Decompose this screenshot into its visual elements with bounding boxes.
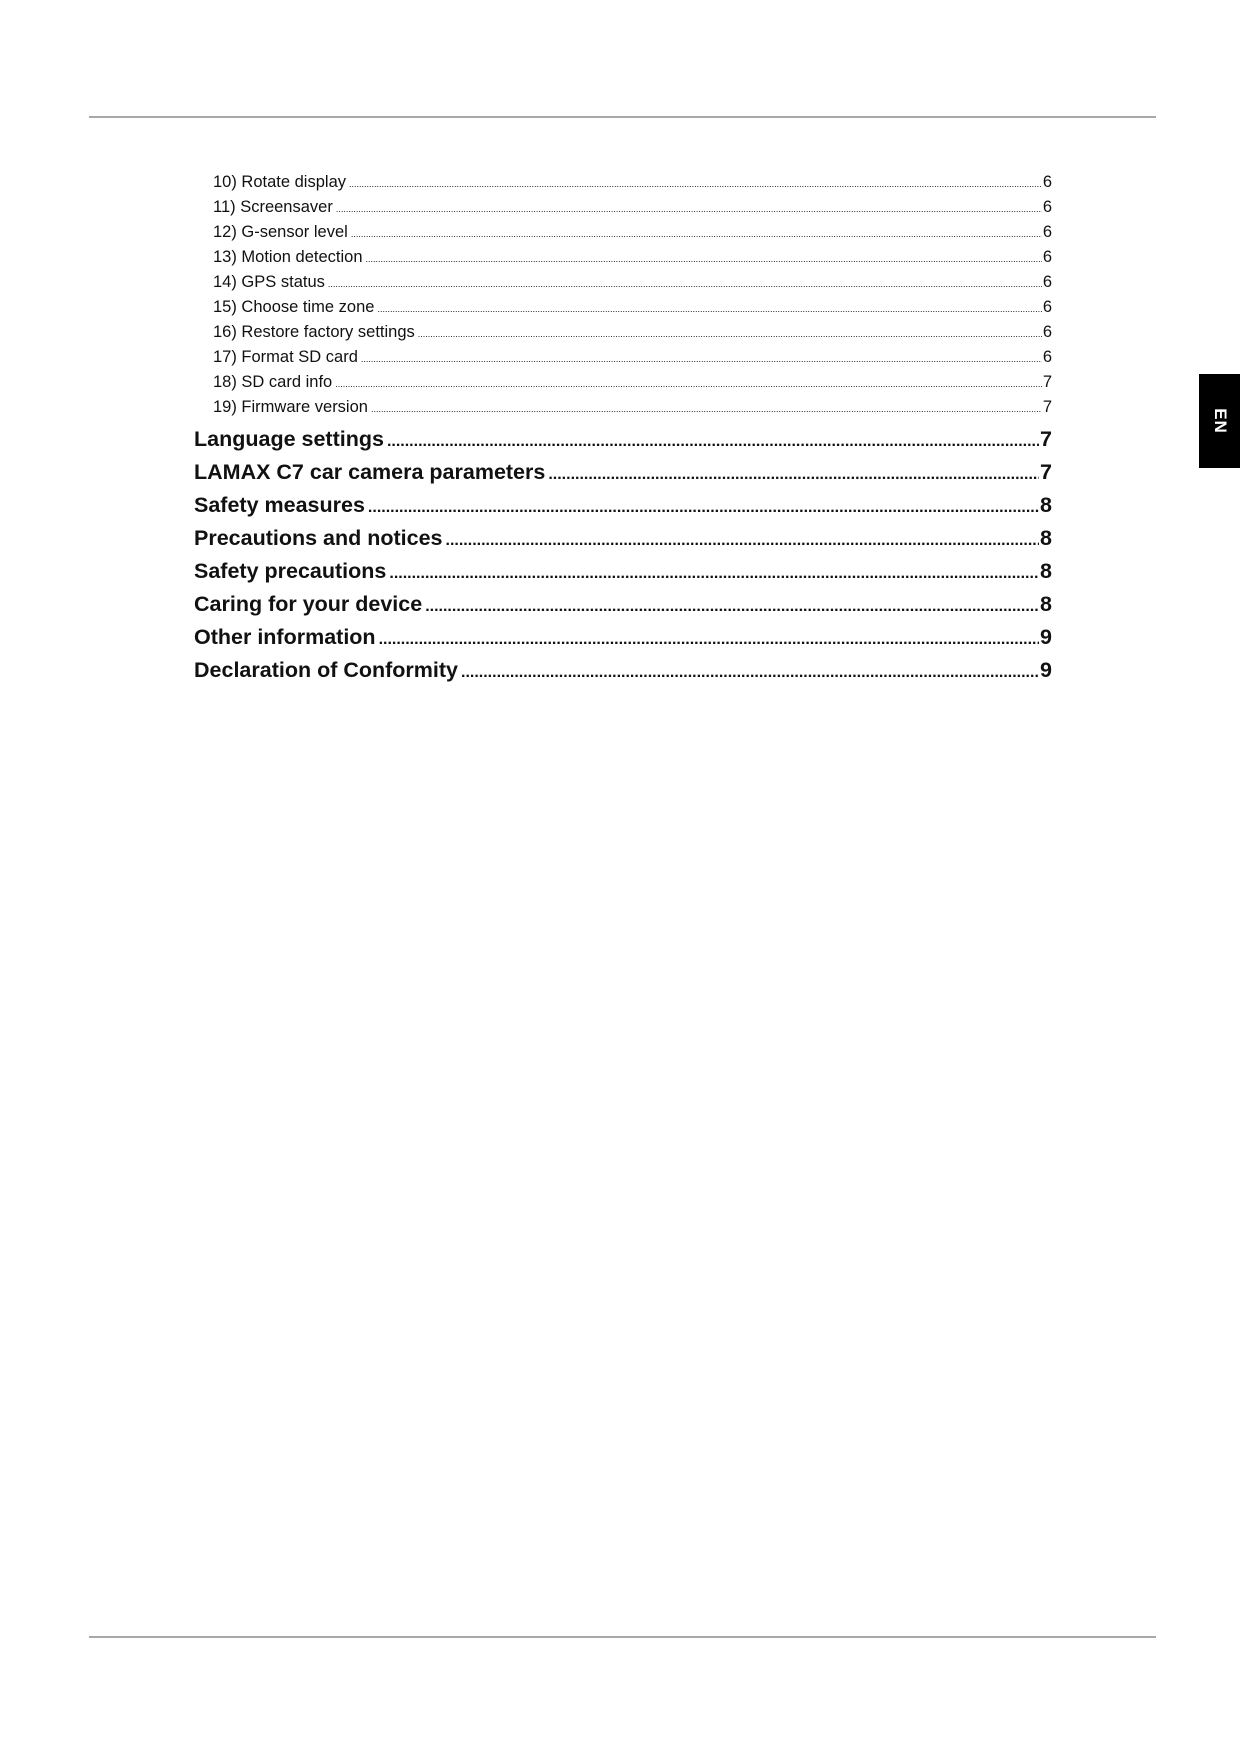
toc-entry-other-information[interactable] <box>194 621 1052 654</box>
toc-dot-leader <box>418 322 1042 347</box>
toc-entry-language-settings[interactable] <box>194 423 1052 456</box>
toc-entry-label: Language settings <box>194 427 384 451</box>
toc-entry-label: Safety measures <box>194 493 365 517</box>
toc-entry-page: 6 <box>1042 223 1052 241</box>
toc-entry-safety-measures[interactable] <box>194 489 1052 522</box>
toc-entry-label: 12) G-sensor level <box>213 223 348 241</box>
toc-entry-label: 18) SD card info <box>213 373 333 391</box>
toc-dot-leader <box>377 297 1041 322</box>
toc-dot-leader <box>425 590 1039 623</box>
toc-entry-g-sensor-level[interactable] <box>194 220 1052 245</box>
toc-entry-label: Caring for your device <box>194 592 423 616</box>
toc-entry-rotate-display[interactable] <box>194 170 1052 195</box>
language-tab-label: EN <box>1210 408 1230 434</box>
toc-entry-label: LAMAX C7 car camera parameters <box>194 460 546 484</box>
toc-dot-leader <box>387 425 1039 458</box>
toc-entry-page: 8 <box>1040 559 1052 583</box>
toc-entry-label: Safety precautions <box>194 559 387 583</box>
table-of-contents <box>194 170 1052 687</box>
toc-entry-page: 9 <box>1040 625 1052 649</box>
toc-entry-page: 9 <box>1040 658 1052 682</box>
toc-entry-label: Precautions and notices <box>194 526 443 550</box>
toc-entry-page: 7 <box>1042 373 1052 391</box>
toc-dot-leader <box>389 557 1039 590</box>
toc-entry-page: 6 <box>1042 323 1052 341</box>
toc-entry-page: 6 <box>1042 248 1052 266</box>
toc-entry-label: 14) GPS status <box>213 273 325 291</box>
toc-dot-leader <box>461 656 1039 689</box>
toc-entry-camera-parameters[interactable] <box>194 456 1052 489</box>
toc-entry-page: 8 <box>1040 493 1052 517</box>
toc-dot-leader <box>371 397 1042 422</box>
toc-entry-page: 6 <box>1042 198 1052 216</box>
toc-entry-page: 7 <box>1040 460 1052 484</box>
toc-entry-page: 7 <box>1040 427 1052 451</box>
toc-entry-label: 13) Motion detection <box>213 248 363 266</box>
toc-dot-leader <box>351 222 1042 247</box>
toc-entry-label: Declaration of Conformity <box>194 658 458 682</box>
toc-entry-label: 17) Format SD card <box>213 348 358 366</box>
toc-entry-safety-precautions[interactable] <box>194 555 1052 588</box>
toc-entry-page: 6 <box>1042 173 1052 191</box>
toc-entry-sd-card-info[interactable] <box>194 370 1052 395</box>
toc-entry-choose-time-zone[interactable] <box>194 295 1052 320</box>
toc-dot-leader <box>335 372 1042 397</box>
toc-entry-label: Other information <box>194 625 376 649</box>
toc-entry-page: 8 <box>1040 526 1052 550</box>
toc-entry-declaration-of-conformity[interactable] <box>194 654 1052 687</box>
toc-entry-screensaver[interactable] <box>194 195 1052 220</box>
toc-entry-page: 6 <box>1042 298 1052 316</box>
toc-entry-format-sd-card[interactable] <box>194 345 1052 370</box>
toc-entry-page: 6 <box>1042 348 1052 366</box>
toc-dot-leader <box>379 623 1039 656</box>
toc-entry-label: 10) Rotate display <box>213 173 346 191</box>
toc-dot-leader <box>336 197 1042 222</box>
toc-dot-leader <box>328 272 1042 297</box>
toc-entry-caring-for-your-device[interactable] <box>194 588 1052 621</box>
toc-entry-label: 19) Firmware version <box>213 398 368 416</box>
toc-entry-page: 7 <box>1042 398 1052 416</box>
toc-entry-motion-detection[interactable] <box>194 245 1052 270</box>
header-rule <box>89 116 1156 118</box>
toc-entry-precautions-and-notices[interactable] <box>194 522 1052 555</box>
toc-dot-leader <box>349 172 1042 197</box>
language-tab <box>1199 374 1240 468</box>
footer-rule <box>89 1636 1156 1638</box>
toc-entry-restore-factory-settings[interactable] <box>194 320 1052 345</box>
toc-entry-page: 6 <box>1042 273 1052 291</box>
toc-entry-label: 16) Restore factory settings <box>213 323 415 341</box>
toc-dot-leader <box>366 247 1042 272</box>
toc-dot-leader <box>548 458 1039 491</box>
toc-entry-label: 11) Screensaver <box>213 198 333 216</box>
toc-entry-label: 15) Choose time zone <box>213 298 375 316</box>
toc-entry-firmware-version[interactable] <box>194 395 1052 420</box>
toc-dot-leader <box>361 347 1042 372</box>
toc-dot-leader <box>446 524 1040 557</box>
toc-dot-leader <box>368 491 1039 524</box>
toc-entry-gps-status[interactable] <box>194 270 1052 295</box>
toc-entry-page: 8 <box>1040 592 1052 616</box>
